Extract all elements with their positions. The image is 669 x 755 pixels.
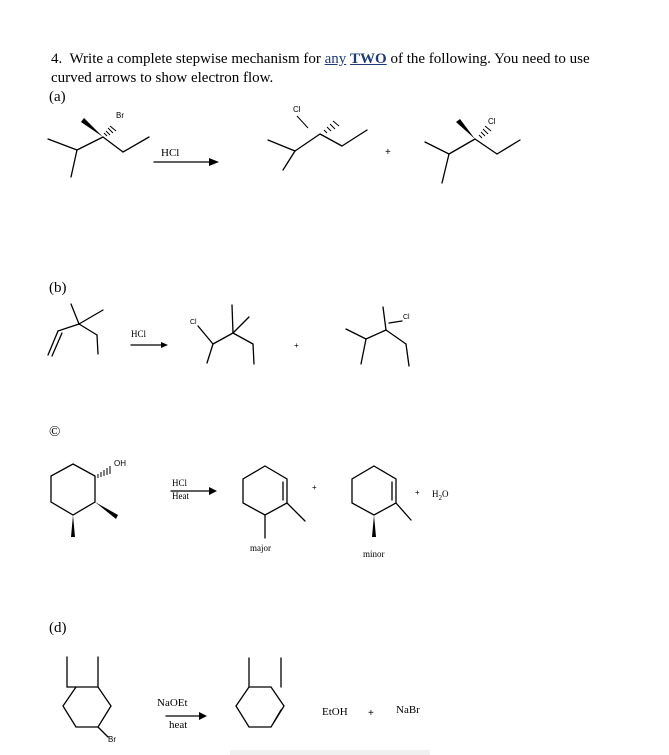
part-a-product1-cl: Cl	[293, 105, 301, 114]
part-b-reagent: HCl	[131, 329, 147, 339]
part-a-product2-wedge	[456, 119, 475, 139]
part-d-nabr: NaBr	[396, 704, 420, 716]
part-b-product1-cl: Cl	[190, 319, 197, 326]
part-c-water-h: H	[432, 489, 439, 499]
part-a-reactant-structure	[48, 137, 149, 177]
part-a-product2-structure	[425, 139, 520, 183]
part-a-product1-structure	[268, 130, 367, 170]
part-a-reactant-wedge	[81, 118, 103, 137]
part-a-product2-hash	[479, 126, 491, 138]
part-c-minor-product-structure	[352, 466, 411, 520]
part-c-reactant-structure	[51, 464, 95, 515]
part-c-minor-wedge-down	[372, 515, 376, 537]
question-intro: Write a complete stepwise mechanism for	[69, 51, 321, 67]
part-b-product2-structure	[346, 307, 409, 366]
part-c-major-label: major	[250, 543, 271, 553]
part-c-water	[432, 489, 449, 502]
part-a-arrowhead	[209, 158, 219, 166]
part-c-plus1: +	[312, 483, 317, 492]
part-d-ethanol: EtOH	[322, 706, 348, 718]
part-d-product-structure	[236, 658, 284, 727]
part-a-reagent: HCl	[161, 147, 180, 159]
part-d-plus: +	[368, 708, 374, 719]
part-c-reactant-wedge-down	[71, 515, 75, 537]
part-d-reagent-top: NaOEt	[157, 697, 188, 709]
part-c-major-product-structure	[243, 466, 305, 538]
part-b-reactant-structure	[48, 304, 103, 356]
part-a-product1-hash	[324, 121, 339, 133]
question-number: 4.	[51, 51, 63, 67]
part-b-arrowhead	[161, 342, 168, 348]
part-d-arrowhead	[199, 712, 207, 720]
part-c-oh: OH	[114, 459, 126, 468]
part-a-product2-cl: Cl	[488, 117, 496, 126]
part-c-water-o: O	[442, 489, 449, 499]
part-a-reactant-hash	[104, 126, 116, 136]
part-c-minor-label: minor	[363, 549, 385, 559]
emphasis-any: any	[324, 51, 347, 67]
question-rest: of the following. You need to use curved arrows to show electron flow.	[51, 51, 590, 86]
part-c-arrowhead	[209, 487, 217, 495]
part-a-label: (a)	[49, 89, 66, 105]
part-b-plus: +	[294, 341, 299, 350]
part-d-reactant-structure	[63, 657, 111, 737]
part-c-plus2: +	[415, 488, 420, 497]
part-c-label: ©	[49, 424, 61, 440]
part-b-product1-structure	[198, 305, 254, 364]
part-c-reagent-top: HCl	[172, 478, 188, 488]
part-b-product2-cl: Cl	[403, 314, 410, 321]
part-b-label: (b)	[49, 280, 67, 296]
emphasis-two: TWO	[350, 51, 387, 67]
part-d-reagent-bottom: heat	[169, 719, 188, 731]
bottom-edge-strip	[230, 750, 430, 755]
part-d-reactant-br: Br	[108, 735, 116, 744]
part-c-water-sub: 2	[438, 493, 442, 502]
part-a-reactant-br: Br	[116, 111, 124, 120]
part-c-reactant-wedge-right	[95, 502, 118, 519]
part-c-reagent-bottom: Heat	[172, 491, 189, 501]
part-a-plus: +	[385, 147, 391, 158]
part-c-reactant-hash	[98, 466, 110, 478]
part-d-label: (d)	[49, 620, 67, 636]
